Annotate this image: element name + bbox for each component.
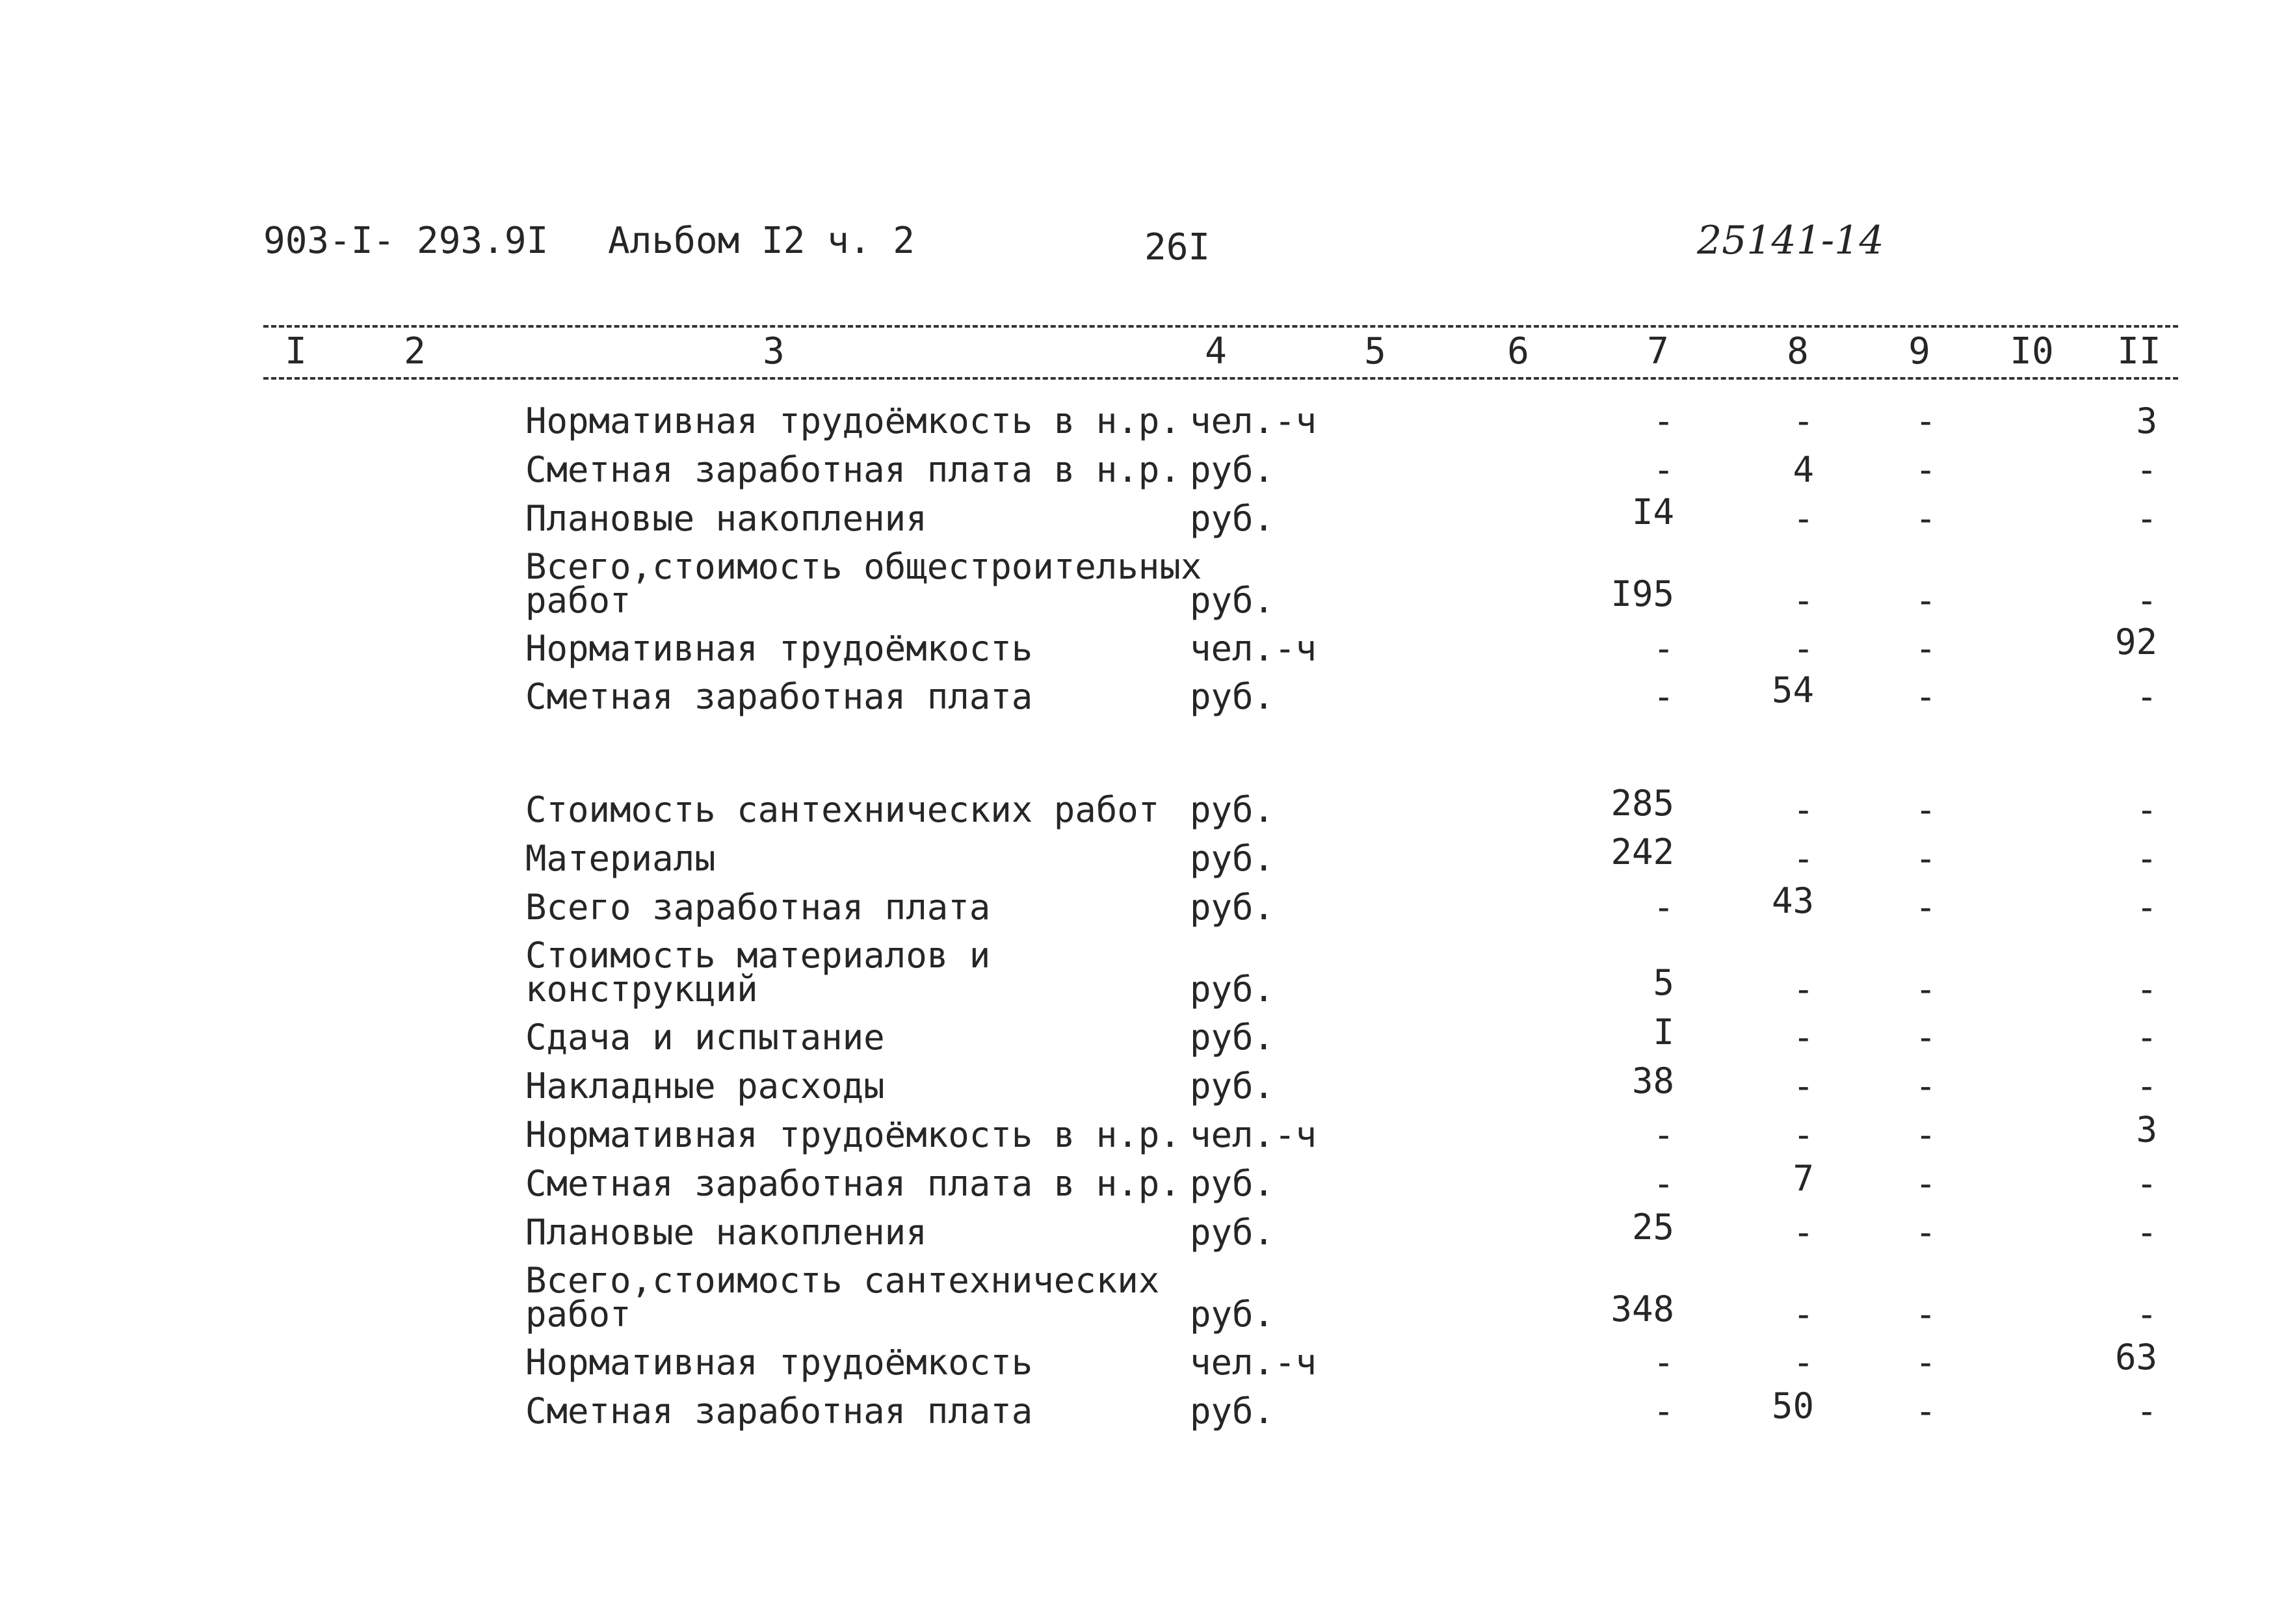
row-value-col8: 4	[1793, 449, 1814, 490]
row-value-col7: I	[1653, 1012, 1674, 1053]
row-value-col11: 3	[2136, 1109, 2157, 1150]
row-value-col8: -	[1793, 1066, 1814, 1107]
row-value-col11: -	[2136, 498, 2157, 539]
row-label: Плановые накопления	[525, 1212, 927, 1253]
row-value-col8: 54	[1771, 670, 1814, 711]
row-unit: руб.	[1190, 676, 1275, 717]
row-label: Нормативная трудоёмкость в н.р.	[525, 1114, 1181, 1155]
row-value-col11: 3	[2136, 400, 2157, 441]
page-number: 26I	[1144, 226, 1211, 268]
row-value-col9: -	[1915, 1391, 1936, 1432]
row-unit: руб.	[1190, 887, 1275, 928]
row-unit: руб.	[1190, 838, 1275, 879]
row-value-col9: -	[1915, 449, 1936, 490]
column-number-5: 5	[1364, 330, 1386, 373]
row-label: Нормативная трудоёмкость	[525, 628, 1033, 669]
row-label: Сметная заработная плата	[525, 676, 1033, 717]
row-label: Всего,стоимость общестроительных работ	[525, 546, 1202, 621]
row-value-col9: -	[1915, 1212, 1936, 1253]
column-number-9: 9	[1908, 330, 1930, 373]
row-label: Нормативная трудоёмкость	[525, 1342, 1033, 1383]
row-value-col7: -	[1653, 1391, 1674, 1432]
doc-code: 903-I- 293.9I	[263, 220, 549, 262]
row-value-col8: -	[1793, 1294, 1814, 1335]
row-value-col9: -	[1915, 1114, 1936, 1155]
column-number-3: 3	[763, 330, 785, 373]
row-value-col9: -	[1915, 1017, 1936, 1058]
row-unit: руб.	[1190, 580, 1275, 621]
row-value-col7: 242	[1611, 832, 1674, 872]
row-value-col11: -	[2136, 1066, 2157, 1107]
row-value-col7: -	[1653, 628, 1674, 669]
row-value-col11: -	[2136, 676, 2157, 717]
row-value-col8: 50	[1771, 1385, 1814, 1426]
row-value-col8: -	[1793, 969, 1814, 1010]
row-value-col11: -	[2136, 789, 2157, 830]
row-unit: руб.	[1190, 969, 1275, 1010]
row-value-col11: -	[2136, 449, 2157, 490]
row-unit: руб.	[1190, 1212, 1275, 1253]
column-number-10: I0	[2010, 330, 2054, 373]
row-unit: руб.	[1190, 1066, 1275, 1107]
row-value-col7: -	[1653, 1163, 1674, 1204]
header-rule-top	[263, 325, 2178, 328]
row-value-col9: -	[1915, 1294, 1936, 1335]
row-value-col8: -	[1793, 628, 1814, 669]
row-unit: руб.	[1190, 498, 1275, 539]
column-number-2: 2	[404, 330, 426, 373]
row-unit: руб.	[1190, 1163, 1275, 1204]
row-value-col9: -	[1915, 887, 1936, 928]
row-value-col9: -	[1915, 1066, 1936, 1107]
row-unit: чел.-ч	[1190, 628, 1317, 669]
row-value-col8: -	[1793, 1212, 1814, 1253]
row-value-col11: -	[2136, 1163, 2157, 1204]
row-label: Сдача и испытание	[525, 1017, 885, 1058]
row-value-col11: -	[2136, 1294, 2157, 1335]
row-value-col8: -	[1793, 400, 1814, 441]
row-value-col9: -	[1915, 498, 1936, 539]
row-value-col9: -	[1915, 580, 1936, 621]
column-number-7: 7	[1647, 330, 1669, 373]
row-value-col11: -	[2136, 580, 2157, 621]
row-label: Всего заработная плата	[525, 887, 991, 928]
row-value-col9: -	[1915, 1342, 1936, 1383]
row-label: Всего,стоимость сантехнических работ	[525, 1260, 1160, 1335]
row-value-col7: -	[1653, 1114, 1674, 1155]
row-value-col7: I4	[1631, 491, 1674, 532]
row-value-col8: -	[1793, 1114, 1814, 1155]
row-unit: руб.	[1190, 789, 1275, 830]
row-value-col7: 38	[1631, 1060, 1674, 1101]
row-value-col11: -	[2136, 887, 2157, 928]
row-value-col11: -	[2136, 1391, 2157, 1432]
row-value-col9: -	[1915, 789, 1936, 830]
column-number-1: I	[285, 330, 307, 373]
row-value-col8: 7	[1793, 1158, 1814, 1199]
handwritten-number: 25141-14	[1697, 218, 1884, 263]
row-value-col11: 92	[2114, 622, 2157, 662]
column-number-8: 8	[1787, 330, 1809, 373]
row-label: Нормативная трудоёмкость в н.р.	[525, 400, 1181, 441]
row-label: Сметная заработная плата в н.р.	[525, 1163, 1181, 1204]
album-label: Альбом I2 ч. 2	[608, 220, 915, 262]
row-value-col9: -	[1915, 838, 1936, 879]
row-value-col8: -	[1793, 1017, 1814, 1058]
row-value-col9: -	[1915, 1163, 1936, 1204]
row-value-col9: -	[1915, 969, 1936, 1010]
column-number-4: 4	[1205, 330, 1227, 373]
row-value-col7: I95	[1611, 573, 1674, 614]
row-value-col7: 285	[1611, 783, 1674, 824]
row-value-col7: 25	[1631, 1207, 1674, 1248]
row-unit: чел.-ч	[1190, 400, 1317, 441]
row-label: Материалы	[525, 838, 716, 879]
row-value-col9: -	[1915, 400, 1936, 441]
row-value-col8: -	[1793, 498, 1814, 539]
row-label: Стоимость материалов и конструкций	[525, 935, 991, 1010]
row-unit: руб.	[1190, 449, 1275, 490]
row-value-col8: -	[1793, 789, 1814, 830]
row-value-col11: -	[2136, 1212, 2157, 1253]
row-value-col7: -	[1653, 1342, 1674, 1383]
row-value-col9: -	[1915, 676, 1936, 717]
row-value-col8: -	[1793, 1342, 1814, 1383]
row-value-col8: -	[1793, 580, 1814, 621]
row-value-col11: -	[2136, 1017, 2157, 1058]
row-unit: чел.-ч	[1190, 1342, 1317, 1383]
column-number-6: 6	[1507, 330, 1529, 373]
row-value-col7: 348	[1611, 1289, 1674, 1329]
row-value-col8: 43	[1771, 880, 1814, 921]
row-value-col11: 63	[2114, 1337, 2157, 1378]
row-label: Сметная заработная плата	[525, 1391, 1033, 1432]
row-value-col7: 5	[1653, 962, 1674, 1003]
row-value-col11: -	[2136, 838, 2157, 879]
row-value-col11: -	[2136, 969, 2157, 1010]
row-value-col7: -	[1653, 449, 1674, 490]
row-unit: руб.	[1190, 1391, 1275, 1432]
row-label: Сметная заработная плата в н.р.	[525, 449, 1181, 490]
row-value-col7: -	[1653, 887, 1674, 928]
row-unit: чел.-ч	[1190, 1114, 1317, 1155]
row-value-col7: -	[1653, 400, 1674, 441]
column-number-11: II	[2117, 330, 2161, 373]
row-label: Стоимость сантехнических работ	[525, 789, 1160, 830]
row-value-col8: -	[1793, 838, 1814, 879]
row-value-col7: -	[1653, 676, 1674, 717]
header-rule-bottom	[263, 377, 2178, 380]
row-label: Накладные расходы	[525, 1066, 885, 1107]
row-value-col9: -	[1915, 628, 1936, 669]
row-unit: руб.	[1190, 1294, 1275, 1335]
row-label: Плановые накопления	[525, 498, 927, 539]
row-unit: руб.	[1190, 1017, 1275, 1058]
